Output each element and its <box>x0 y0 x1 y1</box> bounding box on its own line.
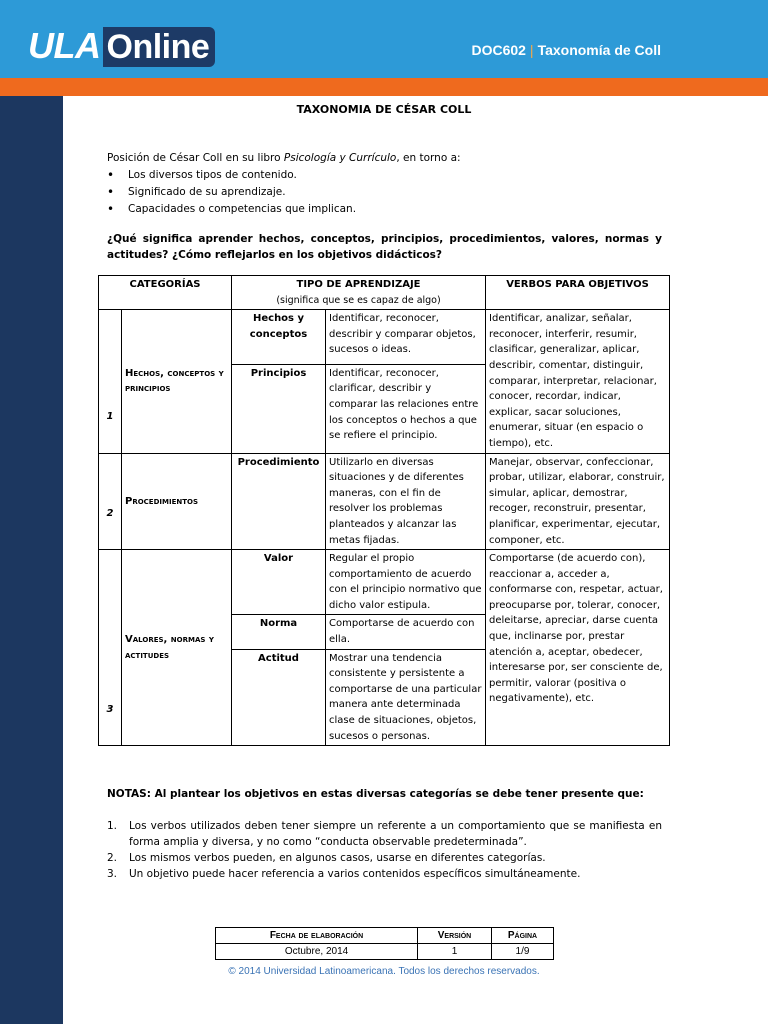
side-stripe <box>0 96 63 1024</box>
type-desc: Mostrar una tendencia consistente y persistente a comportarse de una particular manera ante determinada clase de situaciones, objetos, sucesos o personas. <box>326 649 486 746</box>
note-number: 1. <box>107 820 118 832</box>
category-cell: Valores, normas y actitudes <box>122 550 232 746</box>
list-item <box>107 818 662 850</box>
header-tipo <box>232 276 486 310</box>
intro-bullet-list <box>107 167 667 218</box>
question-paragraph: ¿Qué significa aprender hechos, conceptos, principios, procedimientos, valores, normas y actitudes? ¿Cómo reflejarlos en los objetivos didácticos? <box>107 233 662 261</box>
category-cell: Hechos, conceptos y principios <box>122 310 232 453</box>
footer-info-table <box>215 927 554 960</box>
row-number: 1 <box>99 310 122 453</box>
type-desc: Utilizarlo en diversas situaciones y de diferentes maneras, con el fin de resolver los problemas planteados y alcanzar las metas fijadas. <box>326 453 486 550</box>
category-cell: Procedimientos <box>122 453 232 550</box>
note-text: Los verbos utilizados deben tener siempre un referente a un comportamiento que se manifiesta en forma amplia y diversa, y no como “conducta observable predeterminada”. <box>129 820 662 848</box>
intro-text-after: , en torno a: <box>396 152 461 164</box>
type-name: Valor <box>232 550 326 615</box>
type-name: Norma <box>232 615 326 649</box>
footer-header-fecha: Fecha de elaboración <box>216 928 418 944</box>
course-name: Taxonomía de Coll <box>537 42 661 58</box>
header-tipo-sub: (significa que se es capaz de algo) <box>276 294 441 306</box>
note-number: 3. <box>107 868 118 880</box>
header-tipo-label: TIPO DE APRENDIZAJE <box>296 279 421 290</box>
note-text: Un objetivo puede hacer referencia a varios contenidos específicos simultáneamente. <box>129 868 581 880</box>
course-label <box>471 42 661 58</box>
table-row <box>216 944 554 960</box>
type-name: Principios <box>232 364 326 453</box>
intro-book-title: Psicología y Currículo <box>283 152 397 164</box>
row-number: 3 <box>99 550 122 746</box>
logo-online: Online <box>103 27 216 67</box>
table-header-row <box>99 276 670 310</box>
course-code: DOC602 <box>471 42 526 58</box>
logo-ula: ULA <box>28 25 101 66</box>
header-separator: | <box>529 42 534 58</box>
type-name: Hechos y conceptos <box>232 310 326 365</box>
taxonomy-table <box>98 275 670 746</box>
orange-stripe <box>0 78 768 96</box>
table-row <box>99 550 670 615</box>
header-bar <box>0 0 768 78</box>
list-item <box>107 866 662 882</box>
header-verbos: VERBOS PARA OBJETIVOS <box>486 276 670 310</box>
footer-fecha: Octubre, 2014 <box>216 944 418 960</box>
footer-header-pagina: Página <box>492 928 554 944</box>
type-name: Actitud <box>232 649 326 746</box>
notes-section <box>107 818 662 882</box>
header-categorias: CATEGORÍAS <box>99 276 232 310</box>
footer-pagina: 1/9 <box>492 944 554 960</box>
table-row <box>216 928 554 944</box>
type-desc: Identificar, reconocer, clarificar, describir y comparar las relaciones entre los conceptos o hechos a que se refiere el principio. <box>326 364 486 453</box>
footer-header-version: Versión <box>418 928 492 944</box>
document-title: TAXONOMIA DE CÉSAR COLL <box>296 103 472 116</box>
note-text: Los mismos verbos pueden, en algunos casos, usarse en diferentes categorías. <box>129 852 546 864</box>
verbs-cell: Manejar, observar, confeccionar, probar, utilizar, elaborar, construir, simular, aplicar, demostrar, recoger, reconstruir, presentar, planificar, experimentar, ejecutar, componer, etc. <box>486 453 670 550</box>
type-desc: Regular el propio comportamiento de acuerdo con el principio normativo que dicho valor estipula. <box>326 550 486 615</box>
type-desc: Identificar, reconocer, describir y comparar objetos, sucesos o ideas. <box>326 310 486 365</box>
ula-online-logo <box>28 26 215 66</box>
verbs-cell: Comportarse (de acuerdo con), reaccionar a, acceder a, conformarse con, respetar, actuar, preocuparse por, tolerar, conocer, deleitarse, apreciar, darse cuenta que, inclinarse por, prestar atención a, aceptar, obedecer, interesarse por, ser consciente de, permitir, valorar (positiva o negativamente), etc. <box>486 550 670 746</box>
table-row <box>99 310 670 365</box>
notes-title: NOTAS: Al plantear los objetivos en estas diversas categorías se debe tener presente que: <box>107 788 644 800</box>
list-item: • Capacidades o competencias que implican. <box>107 201 667 218</box>
intro-text-before: Posición de César Coll en su libro <box>107 152 284 164</box>
footer-version: 1 <box>418 944 492 960</box>
row-number: 2 <box>99 453 122 550</box>
intro-paragraph <box>107 150 667 167</box>
list-item <box>107 850 662 866</box>
copyright-text: © 2014 Universidad Latinoamericana. Todos los derechos reservados. <box>228 966 540 977</box>
notes-list <box>107 818 662 882</box>
table-row <box>99 453 670 550</box>
type-desc: Comportarse de acuerdo con ella. <box>326 615 486 649</box>
verbs-cell: Identificar, analizar, señalar, reconocer, interferir, resumir, clasificar, generalizar, aplicar, describir, comentar, distinguir, comparar, interpretar, relacionar, conocer, recordar, indicar, explicar, sacar soluciones, enumerar, situar (en espacio o tiempo), etc. <box>486 310 670 453</box>
list-item: • Los diversos tipos de contenido. <box>107 167 667 184</box>
type-name: Procedimiento <box>232 453 326 550</box>
intro-section <box>107 150 667 218</box>
list-item: • Significado de su aprendizaje. <box>107 184 667 201</box>
note-number: 2. <box>107 852 118 864</box>
